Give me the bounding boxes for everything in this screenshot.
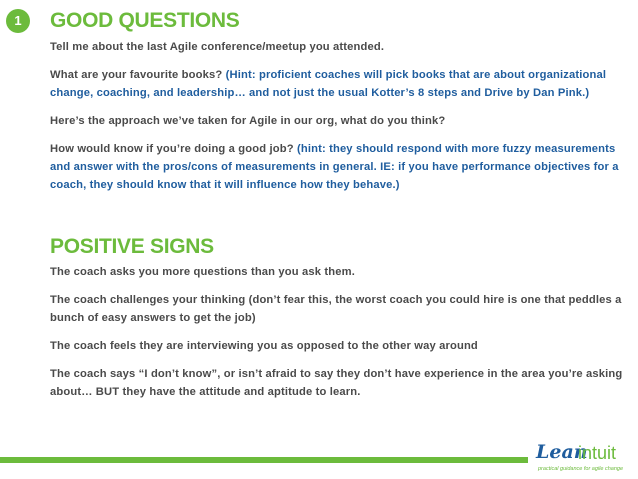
question-text: How would know if you’re doing a good job? xyxy=(50,143,297,155)
question-text: Tell me about the last Agile conference/meetup you attended. xyxy=(50,41,385,53)
good-questions-heading: GOOD QUESTIONS xyxy=(50,9,240,32)
sign-item: The coach feels they are interviewing you as opposed to the other way around xyxy=(50,340,478,352)
sign-item: The coach says “I don’t know”, or isn’t afraid to say they don’t have experience in the area you’re asking about… BUT they have the attitude and aptitude to learn. xyxy=(50,368,623,398)
sign-item: The coach challenges your thinking (don’t fear this, the worst coach you could hire is one that peddles a bunch of easy answers to get the job) xyxy=(50,294,622,324)
logo-tagline: practical guidance for agile change xyxy=(538,466,624,472)
positive-signs-list xyxy=(50,263,628,411)
question-item xyxy=(50,38,628,56)
leanintuit-logo xyxy=(536,441,636,477)
question-text: Here’s the approach we’ve taken for Agile in our org, what do you think? xyxy=(50,115,446,127)
slide-number-badge: 1 xyxy=(6,9,30,33)
logo-lean-text: Lean xyxy=(536,441,588,463)
question-item xyxy=(50,66,628,102)
question-item xyxy=(50,112,628,130)
positive-signs-heading: POSITIVE SIGNS xyxy=(50,235,214,258)
question-hint: (Hint: proficient coaches will pick books that are about organizational change, coaching, and leadership… and not just the usual Kotter’s 8 steps and Drive by Dan Pink.) xyxy=(50,69,607,99)
footer-accent-bar xyxy=(0,457,528,463)
question-text: What are your favourite books? xyxy=(50,69,226,81)
question-hint: (hint: they should respond with more fuzzy measurements and answer with the pros/cons of measurements in general. IE: if you have performance objectives for a coach, they should know that it will influence how they behave.) xyxy=(50,143,619,191)
question-item xyxy=(50,140,628,194)
logo-intuit-text: intuit xyxy=(578,443,617,463)
sign-item: The coach asks you more questions than you ask them. xyxy=(50,266,355,278)
good-questions-list xyxy=(50,38,628,204)
